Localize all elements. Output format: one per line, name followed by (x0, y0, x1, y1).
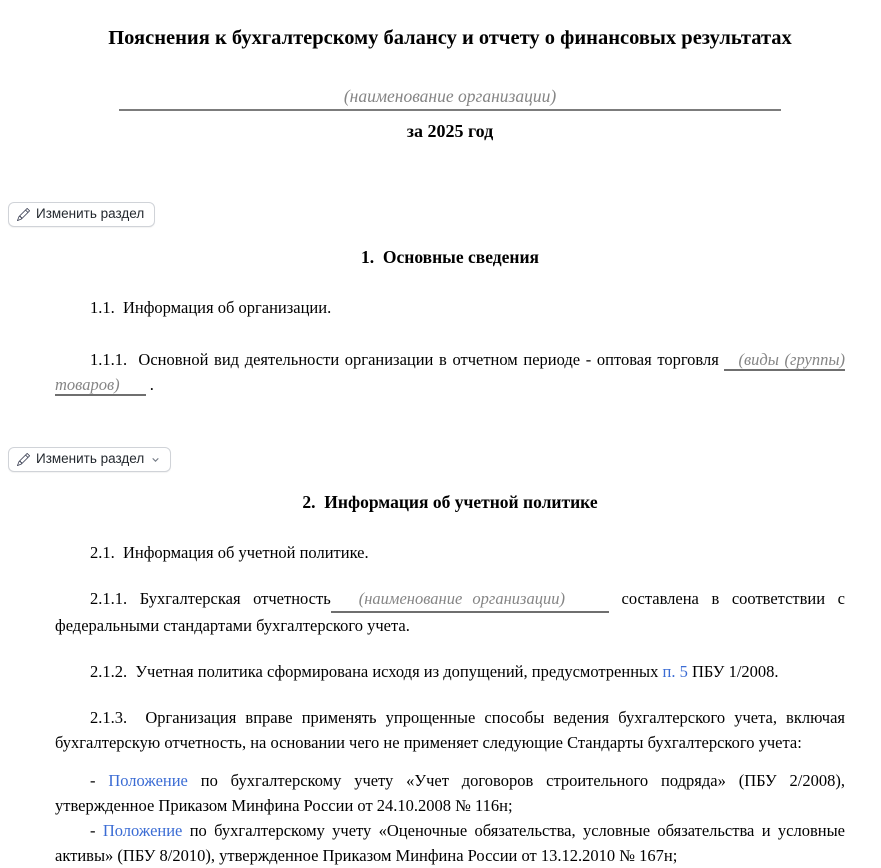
organization-name-inline-blank: (наименование организации) (331, 586, 609, 613)
pencil-icon (17, 208, 30, 221)
pencil-icon (17, 453, 30, 466)
paragraph-1-1-1 (55, 347, 845, 397)
goods-types-placeholder: (виды (группы) товаров) (55, 350, 845, 394)
paragraph-1-1: 1.1. Информация об организации. (90, 298, 332, 317)
document-title: Пояснения к бухгалтерскому балансу и отчету о финансовых результатах (108, 27, 792, 49)
regulation-item-2-text: по бухгалтерскому учету «Оценочные обязательства, условные обязательства и условные активы» (ПБУ 8/2010), утвержденное Приказом Минфина России от 13.12.2010 № 167н; (55, 821, 845, 865)
organization-name-placeholder: (наименование организации) (343, 86, 557, 106)
paragraph-2-1-1-tail: составлена в соответствии с федеральными стандартами бухгалтерского учета. (55, 589, 845, 635)
section-2-heading: 2. Информация об учетной политике (302, 492, 598, 512)
regulation-item-1 (55, 768, 845, 818)
pbu-clause-link[interactable]: п. 5 (662, 662, 688, 681)
organization-name-blank (119, 86, 781, 111)
section-2 (36, 447, 845, 868)
regulation-item-2 (55, 818, 845, 868)
edit-section-button-label: Изменить раздел (36, 206, 145, 221)
edit-section-1-button[interactable] (8, 202, 155, 227)
paragraph-2-1-1-text: 2.1.1. Бухгалтерская отчетность (90, 589, 331, 608)
section-1 (36, 202, 845, 397)
paragraph-2-1-3: 2.1.3. Организация вправе применять упрощенные способы ведения бухгалтерского учета, включая бухгалтерскую отчетность, на основании чего не применяет следующие Стандарты бухгалтерского учета: (55, 708, 845, 752)
paragraph-2-1: 2.1. Информация об учетной политике. (90, 543, 369, 562)
regulation-link[interactable]: Положение (102, 821, 183, 840)
edit-section-2-button[interactable] (8, 447, 171, 472)
paragraph-2-1-2-text: 2.1.2. Учетная политика сформирована исходя из допущений, предусмотренных (90, 662, 663, 681)
section-1-heading: 1. Основные сведения (361, 247, 539, 267)
report-period: за 2025 год (406, 121, 494, 141)
edit-section-button-label: Изменить раздел (36, 451, 145, 466)
paragraph-1-1-1-text: 1.1.1. Основной вид деятельности организации в отчетном периоде - оптовая торговля (90, 350, 725, 369)
paragraph-1-1-1-tail: . (145, 375, 154, 394)
regulation-link[interactable]: Положение (108, 771, 188, 790)
paragraph-2-1-2-tail: ПБУ 1/2008. (687, 662, 779, 681)
list-dash: - (90, 771, 109, 790)
paragraph-2-1-2 (55, 659, 845, 684)
list-dash: - (90, 821, 103, 840)
paragraph-2-1-1 (55, 586, 845, 638)
regulation-item-1-text: по бухгалтерскому учету «Учет договоров строительного подряда» (ПБУ 2/2008), утвержденное Приказом Минфина России от 24.10.2008 № 116н; (55, 771, 845, 815)
chevron-down-icon (151, 455, 160, 464)
